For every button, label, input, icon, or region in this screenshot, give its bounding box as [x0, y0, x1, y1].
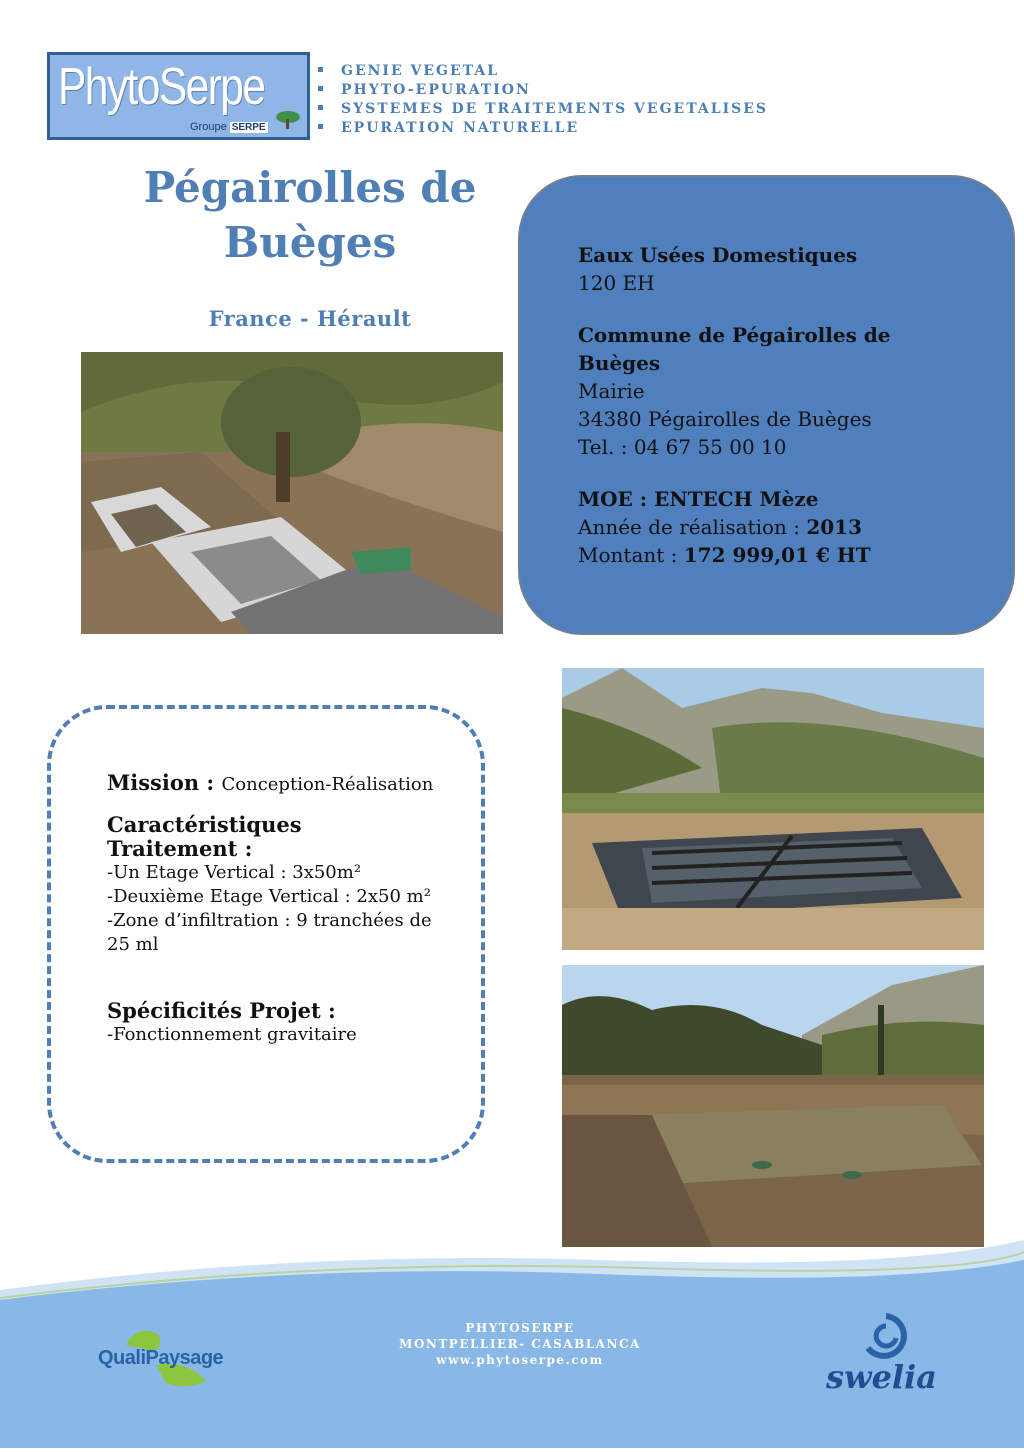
tree-icon: [275, 109, 301, 131]
footer-company: PHYTOSERPE: [465, 1321, 575, 1335]
specificites-heading: Spécificités Projet :: [107, 998, 336, 1023]
project-info-box: [518, 175, 1015, 635]
project-location: France - Hérault: [208, 306, 412, 331]
footer-company-info: [380, 1320, 660, 1368]
client-name: Commune de Pégairolles de Buèges: [578, 323, 891, 375]
service-item: SYSTEMES DE TRAITEMENTS VEGETALISES: [318, 100, 768, 119]
client-line-1: Mairie: [578, 379, 645, 403]
photo-filter-bed-mountain: [562, 668, 984, 950]
mission-text: [107, 771, 437, 1047]
client-address: 34380 Pégairolles de Buèges: [578, 407, 872, 431]
logo-wordmark: PhytoSerpe: [58, 58, 265, 116]
project-title: Pégairolles de Buèges: [143, 163, 477, 267]
qualipaysage-logo: QualiPaysage: [96, 1325, 236, 1395]
year-label: Année de réalisation :: [578, 515, 807, 539]
client-phone: Tel. : 04 67 55 00 10: [578, 435, 787, 459]
service-list: [318, 62, 768, 138]
swelia-wave-icon: [856, 1312, 916, 1362]
effluent-type: Eaux Usées Domestiques: [578, 243, 858, 267]
carac-item: -Un Etage Vertical : 3x50m²: [107, 862, 362, 883]
capacity: 120 EH: [578, 271, 655, 295]
photo-infiltration-zone: [562, 965, 984, 1247]
footer-cities: MONTPELLIER- CASABLANCA: [399, 1337, 641, 1351]
carac-item: -Zone d’infiltration : 9 tranchées de 25 ml: [107, 910, 432, 955]
mission-value: Conception-Réalisation: [221, 774, 434, 795]
spec-item: -Fonctionnement gravitaire: [107, 1024, 357, 1045]
service-item: GENIE VEGETAL: [318, 62, 768, 81]
service-item: EPURATION NATURELLE: [318, 119, 768, 138]
caracteristiques-heading: Caractéristiques Traitement :: [107, 812, 302, 861]
carac-item: -Deuxième Etage Vertical : 2x50 m²: [107, 886, 431, 907]
amount-value: 172 999,01 € HT: [683, 543, 871, 567]
amount-label: Montant :: [578, 543, 684, 567]
project-info-text: [578, 241, 988, 593]
year-value: 2013: [806, 515, 863, 539]
moe: MOE : ENTECH Mèze: [578, 487, 819, 511]
swelia-logo: swelia: [822, 1312, 952, 1402]
logo-group-text: Groupe SERPE: [190, 121, 266, 133]
photo-filter-tanks: [81, 352, 503, 634]
service-item: PHYTO-EPURATION: [318, 81, 768, 100]
footer-website[interactable]: www.phytoserpe.com: [436, 1353, 604, 1367]
mission-label: Mission :: [107, 770, 222, 795]
mission-box: [47, 705, 485, 1163]
phytoserpe-logo: [47, 52, 310, 140]
